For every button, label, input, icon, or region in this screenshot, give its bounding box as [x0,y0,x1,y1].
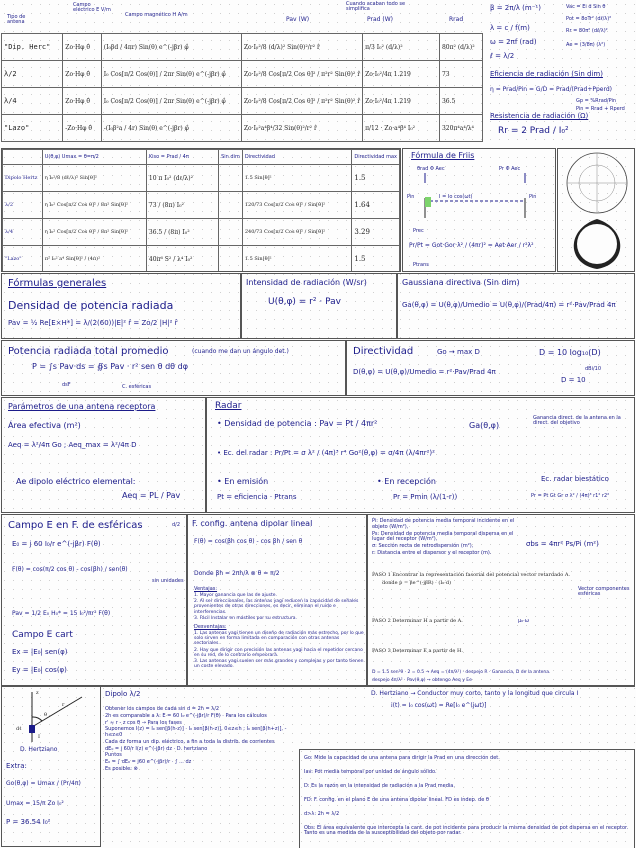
step-2: PASO 2 Determinar H a partir de A. [372,618,463,624]
pattern-svg [558,149,635,272]
cell-pav: Zo·I₀²a⁴β⁴/32 Sin(θ)²/r² r̂ [241,115,362,142]
radar-defs-list [372,519,522,558]
cell-type: λ/2 [3,192,43,219]
radar-block [206,397,635,513]
cell-pav: Zo·I₀²/8 Cos[π/2 Cos θ]² / π²r² Sin(θ)² r̂ [241,88,362,115]
cell-prad: π/12 · Zo·a⁴β⁴ I₀² [363,115,440,142]
table1-row [2,88,483,115]
directivity-d0: D = 10 [561,376,586,384]
friis-label-2: Pr Φ Aec [499,166,521,172]
ds-label: dsF [62,382,71,388]
col-header-h: Campo magnético H A/m [125,12,188,18]
dipole-line: E₀ = ∫ dE₀ = j60 e^(-jβr)/r · ∫ ... dz [105,759,192,765]
friis-label-6: Ptrans [413,262,429,268]
field-e-title: Campo E en F. de esféricas [8,520,143,531]
general-formulas-title: Fórmulas generales [8,278,107,289]
radar-def-item: σ: Sección recta de retrodispersión (m²), [372,543,474,549]
radar-bistatic-eq: Pr = Pt Gt Gr σ λ² / (4π)³ r1² r2² [531,493,610,499]
step-3: PASO 3 Determinar E a partir de H. [372,648,463,654]
friis-eq: Pr/Pt = Got·Gor·λ² / (4πr)² = Aet·Aer / r²λ² [409,242,534,249]
cell-d: 1.5 Sin[θ]² [242,246,352,273]
total-power-title: Potencia radiada total promedio [8,346,169,357]
hertz-label-dl: dℓ [16,726,22,732]
cell-prad: Zo·I₀²/4π 1.219 [363,61,440,88]
field-cart-title: Campo E cart [12,630,73,640]
hertz-umax: Umax = 15/π Zo I₀² [6,800,64,807]
table2-header: Directividad max [352,150,400,165]
directivity-title: Directividad [353,346,414,357]
cell-e: Zo·Hφ θ̂ [63,88,101,115]
effective-area-title: Área efectiva (m²) [8,421,81,430]
col-header-prad: Prad (W) [367,16,393,23]
directive-gain-title: Gaussiana directiva (Sin dim) [402,278,520,287]
lambda-eq: λ = c / f(m) [490,24,530,32]
radar-def-item: r: Distancia entre el dispersor y el receptor (m). [372,549,492,556]
field-ey-eq: Ey = |E₀| cos(φ) [12,666,67,674]
def-dhl: d>λ: 2h = λ/2 [304,811,340,817]
cell-u: η I₀² Cos[π/2 Cos θ]² / 8π² Sin[θ]² [42,219,146,246]
table2-row [3,246,400,273]
disadvantage-item: 2. Hay que dirigir con precisión las antenas yagi hacia el repetidor cercano en su red, de lo contrario empeorará. [194,647,363,658]
vac-eq: Vac = Ei d Sin θ [566,4,606,10]
step-1: PASO 1 Encontrar la representación fasorial del potencial vector retardado A. [372,572,571,578]
radar-title: Radar [215,401,242,411]
directivity-table [1,148,401,272]
radar-def-item: Ps: Densidad de potencia media temporal dispersa en el lugar del receptor (W/m²), [372,530,514,543]
dipole-lines [105,707,295,774]
friis-label-1: θrad Φ Aec [417,166,445,172]
table2-header: Directividad [242,150,352,165]
hertz-p: P = 36.54 I₀² [6,818,51,826]
col-header-e: Campo eléctrico E V/m [73,2,111,14]
table2-row [3,219,400,246]
radiation-intensity-block [241,273,397,339]
table2-grid [2,149,400,272]
cell-k: 73 / (8π) I₀² [146,192,218,219]
step-result: D = 1.5 sen²θ · 2 = 0.5 → Aeq = (4π/λ²) · despejo R · Ganancia, D de la antena. [372,670,551,675]
field-f-eq: F(θ) = cos(π/2 cos θ) - cos(βh) / sen(θ) [12,566,128,573]
radar-emission: • En emisión [217,477,269,486]
cell-e: -Zo·Hφ θ̂ [63,115,101,142]
radiation-intensity-title: Intensidad de radiación (W/sr) [246,278,367,287]
friis-title: Fórmula de Friis [411,151,475,160]
cell-type: λ/2 [2,61,63,88]
hertz-diagram [2,687,101,747]
def-fd: FD: F. config. en el plano E de una antena dipolar lineal. FD es indep. de θ [304,797,489,803]
hertz-go: Go(θ,φ) = Umax / (Pr/4π) [6,780,81,787]
def-iav: Iav: Pot media temporal por unidad de ángulo sólido. [304,769,437,775]
cell-u: η I₀²/8 (dℓ/λ)² Sin[θ]² [42,165,146,192]
cell-d: 240/73 Cos[π/2 Cos θ]² / Sin[θ]² [242,219,352,246]
cell-type: "Lazo" [2,115,63,142]
radar-density-note: Ganancia direct. de la antena en la direct. del objetivo [533,415,621,427]
cell-type: λ/4 [3,219,43,246]
friis-label-5: I = Io cos(ωt) [439,194,473,200]
antenna-fields-table [1,1,483,147]
hertz-extra: Extra: [6,762,27,770]
hertz-label-i: I [38,734,40,740]
advantages-title: Ventajas: [194,586,218,592]
total-power-eq: P = ∫s Pav·ds = ∯s Pav · r² sen θ dθ dφ [32,362,188,371]
efficiency-title: Eficiencia de radiación (Sin dim) [490,70,603,78]
table1-grid [1,33,483,142]
rr-note: Rr = 80π² (dℓ/λ)² [566,28,608,34]
radar-pt: Pt = eficiencia · Ptrans [217,493,297,501]
advantage-item: 3. Fácil instalar en mástiles por su estructura. [194,615,297,621]
efficiency-eq: η = Prad/Pin = G/D = Prad/(Prad+Pperd) [490,86,613,93]
table2-header: U(θ,φ) Umax = θ=π/2 [42,150,146,165]
table2-header [3,150,43,165]
col-header-type: Tipo de antena [7,14,26,26]
total-power-note: (cuando me dan un ángulo det.) [192,348,289,355]
friis-label-4: Pin [529,194,537,200]
radar-defs-block [367,514,635,686]
radar-sigma-eq: σbs = 4πr² Ps/Pi (m²) [526,540,599,548]
friis-label-7: Prec [413,228,424,234]
dipole-line: Cada dz forma un dip. eléctrico, a fin a toda la distrib. de corrientes [105,738,275,745]
cell-type: "Dip. Herc" [2,34,63,61]
dipole-line: Suponemos I(z) = I₀ sen[β(h-z)] · I₀ sen[β(h-z)], 0≤z≤h ; I₀ sen[β(h+z)], -h≤z≤0 [105,726,287,738]
table2-header: Sin dim [219,150,243,165]
cell-type: Dipolo Hertz [3,165,43,192]
field-unit: sin unidades [152,578,184,584]
hertz-title: D. Hertziano [20,746,58,753]
friis-label-3: Pin [407,194,415,200]
directivity-go: Go → max D [437,348,480,356]
field-pav-eq: Pav = 1/2 E₀ H₀* = 15 I₀²/πr² F(θ) [12,610,111,617]
field-e-frac: d/2 [172,522,181,528]
cell-dmax: 1.64 [352,192,400,219]
directivity-eq: D(θ,φ) = U(θ,φ)/Umedio = r²·Pav/Prad 4π [353,368,496,376]
cell-prad: Zo·I₀²/4π 1.219 [363,88,440,115]
cell-e: Zo·Hφ θ̂ [63,61,101,88]
cell-k: 36.5 / (8π) I₀² [146,219,218,246]
general-formulas-block [1,273,241,339]
hertz-label-theta: θ [44,712,48,718]
pot-eq: Pot = 8oTr² (dℓ/λ)² [566,16,612,22]
radar-reception: • En recepción [377,477,436,486]
def-d: D: Es la razón en la intensidad de radiación a la Prad media. [304,783,455,789]
cell-prad: π/3 I₀² (d/λ)² [363,34,440,61]
radar-density: • Densidad de potencia : Pav = Pt / 4πr² [217,419,378,428]
field-e-block [1,514,187,686]
cell-dmax: 1.5 [352,246,400,273]
cell-blank [219,165,243,192]
power-density-eq: Pav = ½ Re[E×H*] = λ/(2(60))|E|² r̂ = Zo/2 |H|² r̂ [8,319,178,327]
directivity-db-unit: dBi/10 [585,366,602,372]
cell-blank [219,246,243,273]
cell-k: 10 π I₀² (dℓ/λ)² [146,165,218,192]
radar-bistatic: Ec. radar biestático [541,475,609,483]
cell-e: Zo·Hφ θ̂ [63,34,101,61]
cell-h: I₀ Cos[π/2 Cos(θ)] / 2πr Sin(θ) e^(-jβr) φ̂ [101,61,241,88]
hertz-label-r: r [62,702,65,708]
power-density-title: Densidad de potencia radiada [8,299,174,312]
beta-eq: β = 2π/λ (m⁻¹) [490,4,541,12]
dipole-line: dE₀ = j 60/r I(z) e^(-jβr) dz · D. hertziano [105,745,208,752]
dipole-line: Obtener los campos de cada sin d = 2h = λ/2 [105,706,220,712]
dipole-hertz-note: D. Hertziano → Conductor muy corto, tanto y la longitud que circula I [371,690,579,697]
step-despejo: despejo 4π/λ² · Pav(θ,φ) → obtengo Aeq y Ee [372,678,472,683]
advantage-item: 2. Al ser direccionales, las antenas yagi reducen la capacidad de señales provenientes de otras direcciones, es decir, eliminan el ruido e interferencias. [194,599,359,615]
dipole-area-eq: Aeq = PL / Pav [122,491,181,500]
gp-eq: Gp = %Rrad/Pin [576,98,617,104]
config-block [187,514,367,686]
radar-equation: • Ec. del radar : Pr/Pt = σ λ² / (4π)³ r⁴ Go²(θ,φ) = σ/4π (λ/4πr²)² [217,449,435,457]
config-donde: Donde βh = 2πh/λ ⊗ θ = π/2 [194,570,280,577]
cell-h: I₀ Cos[π/2 Cos(θ)] / 2πr Sin(θ) e^(-jβr) φ̂ [101,88,241,115]
step-vector-note: Vector componentes esféricas [578,586,630,598]
advantage-item: 1. Mayor ganancia que las de ajuste. [194,593,277,598]
cell-pav: Zo·I₀²/8 (d/λ)² Sin(θ)²/r² r̂ [241,34,362,61]
resistance-title: Resistencia de radiación (Ω) [490,112,589,120]
table2-row [3,165,400,192]
disadvantage-item: 3. Las antenas yagi suelen ser más grandes y complejas y por tanto tienen un coste elevado. [194,658,364,670]
cell-rrad: 36.5 [439,88,482,115]
radiation-intensity-eq: U(θ,φ) = r² · Pav [268,297,341,307]
directivity-block [346,340,635,396]
cell-type: λ/4 [2,88,63,115]
directivity-db: D = 10 log₁₀(D) [539,348,601,357]
col-header-rrad: Rrad [449,16,464,23]
def-go: Go: Mide la capacidad de una antena para dirigir la Prad en una dirección det. [304,755,500,761]
cell-d: 120/73 Cos[π/2 Cos θ]² / Sin[θ]² [242,192,352,219]
cell-blank [219,192,243,219]
receiver-block [1,397,206,513]
cell-d: 1.5 Sin[θ]² [242,165,352,192]
def-obs: Obs: El área equivalente que intercepta la cant. de pot incidente para producir la misma densidad de pot dispersa en el receptor. Tanto es una medida de la susceptibilidad del objeto por radar. [304,825,629,837]
definitions-block [299,749,635,848]
dipole-line: Es posible: ⊗ [105,765,138,772]
dipole-hertz-eq: i(t) = I₀ cos(ωt) = Re[I₀ e^(jωt)] [391,702,487,709]
table2-row [3,192,400,219]
radar-def-item: Pi: Densidad de potencia media temporal incidente en el objeto (W/m²), [372,518,515,530]
rr-pl-eq: Pin = Rrad + Rperd [576,106,625,112]
cell-dmax: 3.29 [352,219,400,246]
coords-label: C. esféricas [122,384,152,390]
col-header-note: Cuando acaban todo se simplifica [346,1,406,13]
cell-type: "Lazo" [3,246,43,273]
hertz-label-z: z [36,690,39,696]
directive-gain-block [397,273,635,339]
ae-eq: Ae = (3/8π) (λ²) [566,42,606,48]
dipole-line: 2h es comparable a λ: E = 60 I₀ e^(-jβr)/r F(θ) · Para los cálculos [105,712,267,719]
resistance-eq: Rr = 2 Prad / I₀² [498,126,569,136]
dipole-title: Dipolo λ/2 [105,690,141,698]
cell-blank [219,219,243,246]
top-right-notes [488,1,634,147]
cell-rrad: 73 [439,61,482,88]
advantages-list [194,593,364,622]
cell-k: 40π⁶ S² / λ⁴ I₀² [146,246,218,273]
cell-dmax: 1.5 [352,165,400,192]
radar-ga: Ga(θ,φ) [469,421,500,430]
cell-h: -(I₀β²a / 4r) Sin(θ) e^(-jβr) φ̂ [101,115,241,142]
total-power-block [1,340,346,396]
cell-rrad: 320π⁴a⁴/λ⁴ [439,115,482,142]
cell-h: (I₀βd / 4πr) Sin(θ) e^(-jβr) φ̂ [101,34,241,61]
l-eq: ℓ = λ/2 [490,52,515,60]
disadvantages-list [194,631,364,670]
dipole-line: r' ≈ r - z cos θ → Para los fases [105,719,182,726]
config-eq: F(θ) = cos(βh cos θ) - cos βh / sen θ [194,538,303,545]
directive-gain-eq: Ga(θ,φ) = U(θ,φ)/Umedio = U(θ,φ)/(Prad/4π) = r²·Pav/Prad 4π [402,301,616,309]
cell-pav: Zo·I₀²/8 Cos[π/2 Cos θ]² / π²r² Sin(θ)² r̂ [241,61,362,88]
cell-u: π² I₀² a⁴ Sin[θ]² / (4π)² [42,246,146,273]
friis-block [402,148,556,272]
omega-eq: ω = 2πf (rad) [490,38,537,46]
step-1b: donde p = βe^(-jβR) · (I₀·d) [382,580,452,586]
radar-pr: Pr = Pmin (λ/(1-r)) [393,493,458,501]
hertz-block [1,686,101,847]
radiation-pattern-figure [557,148,635,272]
dipole-block [101,686,635,848]
receiver-title: Parámetros de una antena receptora [8,402,156,411]
cell-rrad: 80π² (d/λ)² [439,34,482,61]
effective-area-eq: Aeq = λ²/4π Go ; Aeq_max = λ²/4π D [8,441,137,449]
table1-row [2,34,483,61]
col-header-pav: Pav (W) [286,16,310,23]
table1-row [2,61,483,88]
field-ex-eq: Ex = |E₀| sen(φ) [12,648,68,656]
field-e0-eq: E₀ = j 60 I₀/r e^(-jβr) F(θ) [12,540,101,548]
table1-row [2,115,483,142]
dipole-line: Puntos [105,752,122,759]
disadvantages-title: Desventajas: [194,624,227,630]
disadvantage-item: 1. Las antenas yagi tienen un diseño de radiación más estrecho, por lo que solo sirven en forma limitada en comparación con otras antenas sectoriales. [194,631,364,647]
dipole-area-title: Ae dipolo eléctrico elemental: [16,477,136,486]
step-note: μ₀·ω [518,618,529,624]
table2-header: Kiso = Prad / 4π [146,150,218,165]
config-title: F. config. antena dipolar lineal [192,519,313,528]
cell-u: η I₀² Cos[π/2 Cos θ]² / 8π² Sin[θ]² [42,192,146,219]
